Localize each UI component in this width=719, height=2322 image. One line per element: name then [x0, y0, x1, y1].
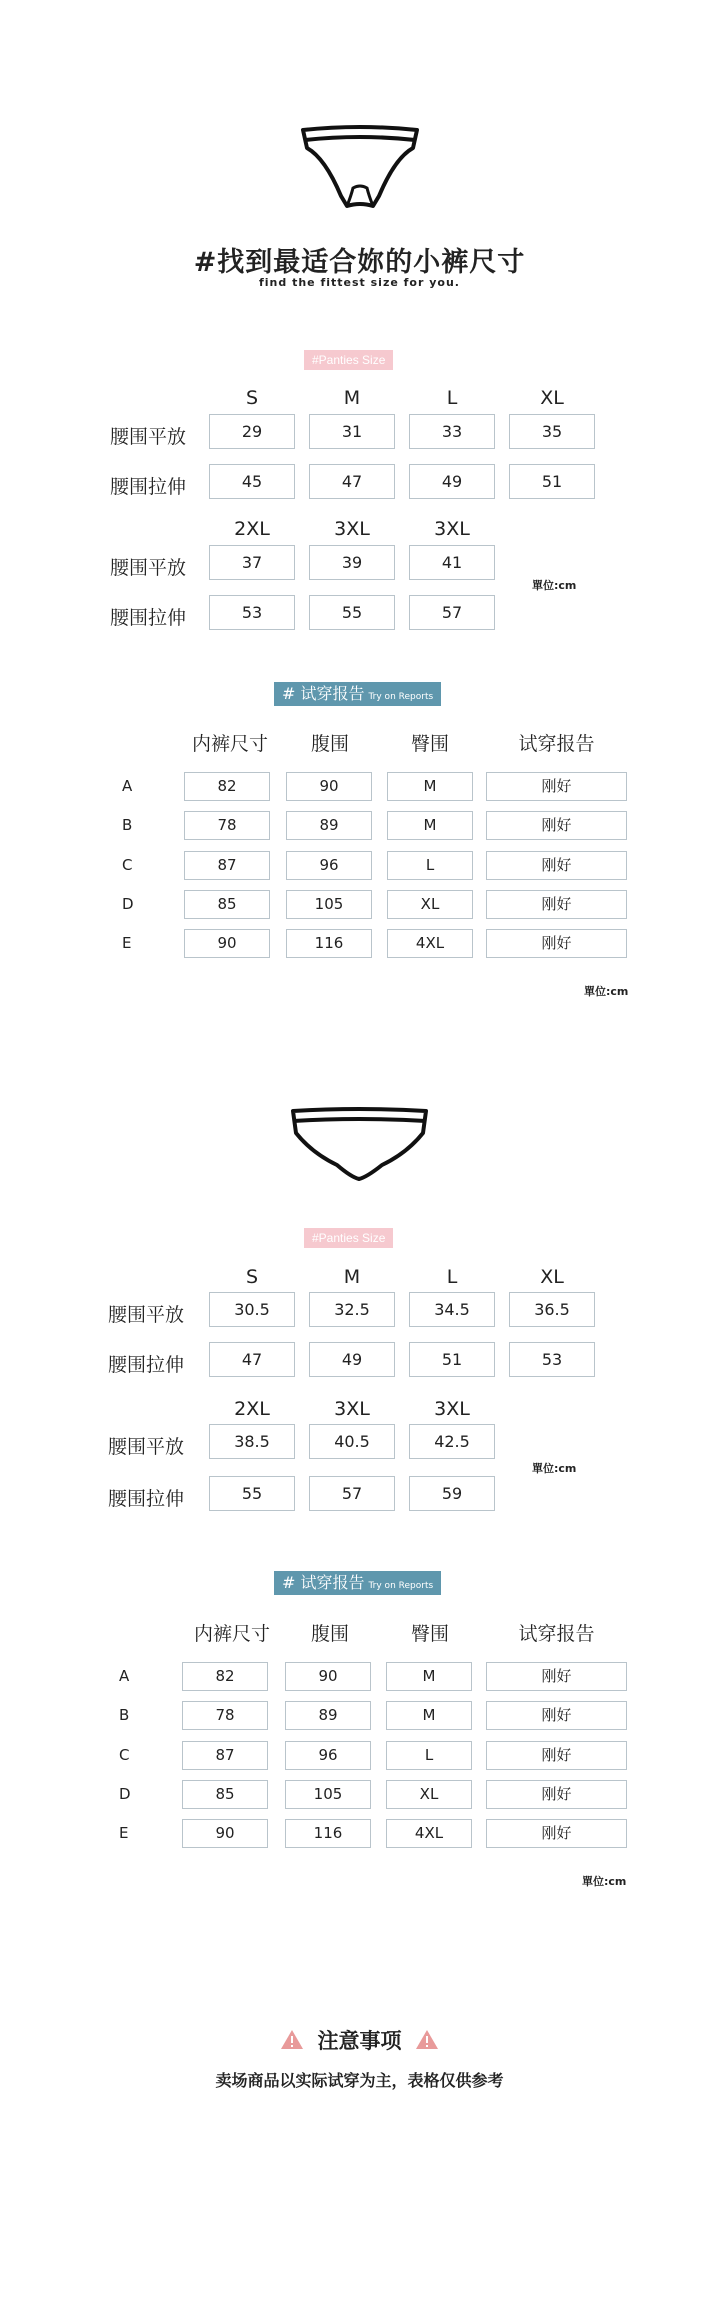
panties-size-tag: #Panties Size — [304, 1228, 393, 1248]
value-cell: XL — [387, 890, 473, 919]
warning-icon — [415, 2029, 439, 2055]
header-belly: 腹围 — [310, 733, 349, 755]
value-cell: 116 — [285, 1819, 371, 1848]
value-cell: 55 — [309, 595, 395, 630]
value-cell: M — [386, 1662, 472, 1691]
header-result: 试穿报告 — [518, 1623, 595, 1645]
row-id: D — [122, 895, 134, 913]
value-cell: 34.5 — [409, 1292, 495, 1327]
try-on-report-subtitle: Try on Reports — [368, 692, 434, 702]
value-cell: 55 — [209, 1476, 295, 1511]
value-cell: 85 — [184, 890, 270, 919]
value-cell: L — [386, 1741, 472, 1770]
row-id: B — [119, 1706, 130, 1724]
value-cell: 87 — [184, 851, 270, 880]
value-cell: 41 — [409, 545, 495, 580]
row-label-flat: 腰围平放 — [110, 557, 187, 579]
row-id: E — [122, 934, 132, 952]
value-cell: 53 — [509, 1342, 595, 1377]
value-cell: 刚好 — [486, 772, 627, 801]
row-label-stretch: 腰围拉伸 — [110, 607, 187, 629]
value-cell: 刚好 — [486, 1662, 627, 1691]
try-on-report-subtitle: Try on Reports — [368, 1581, 434, 1591]
value-cell: 39 — [309, 545, 395, 580]
row-label-flat: 腰围平放 — [110, 426, 187, 448]
value-cell: 45 — [209, 464, 295, 499]
value-cell: 57 — [409, 595, 495, 630]
header-panty-size: 内裤尺寸 — [191, 733, 268, 755]
size-head-l: L — [446, 1266, 458, 1288]
row-label-flat: 腰围平放 — [108, 1436, 185, 1458]
value-cell: 82 — [184, 772, 270, 801]
size-head-3xl-b: 3XL — [434, 518, 470, 540]
row-label-stretch: 腰围拉伸 — [108, 1488, 185, 1510]
size-head-l: L — [446, 387, 458, 409]
page-subtitle: find the fittest size for you. — [259, 276, 460, 289]
header-hip: 臀围 — [410, 733, 449, 755]
value-cell: 90 — [182, 1819, 268, 1848]
try-on-report-tag — [274, 1571, 441, 1595]
header-belly: 腹围 — [310, 1623, 349, 1645]
value-cell: 105 — [285, 1780, 371, 1809]
value-cell: 57 — [309, 1476, 395, 1511]
value-cell: 35 — [509, 414, 595, 449]
value-cell: L — [387, 851, 473, 880]
row-id: A — [119, 1667, 130, 1685]
size-head-2xl: 2XL — [234, 518, 270, 540]
value-cell: 刚好 — [486, 890, 627, 919]
unit-label: 單位:cm — [532, 579, 577, 592]
value-cell: 59 — [409, 1476, 495, 1511]
unit-label: 單位:cm — [582, 1875, 627, 1888]
warning-icon — [280, 2029, 304, 2055]
value-cell: 78 — [182, 1701, 268, 1730]
value-cell: XL — [386, 1780, 472, 1809]
value-cell: 40.5 — [309, 1424, 395, 1459]
value-cell: 105 — [286, 890, 372, 919]
value-cell: 49 — [309, 1342, 395, 1377]
value-cell: 刚好 — [486, 1819, 627, 1848]
value-cell: M — [387, 811, 473, 840]
value-cell: 90 — [184, 929, 270, 958]
unit-label: 單位:cm — [584, 985, 629, 998]
row-id: A — [122, 777, 133, 795]
value-cell: 51 — [509, 464, 595, 499]
try-on-report-tag — [274, 682, 441, 706]
value-cell: 刚好 — [486, 811, 627, 840]
value-cell: 89 — [286, 811, 372, 840]
value-cell: 96 — [286, 851, 372, 880]
value-cell: 32.5 — [309, 1292, 395, 1327]
value-cell: 刚好 — [486, 929, 627, 958]
header-panty-size: 内裤尺寸 — [193, 1623, 270, 1645]
value-cell: 53 — [209, 595, 295, 630]
value-cell: 42.5 — [409, 1424, 495, 1459]
size-head-s: S — [245, 1266, 259, 1288]
value-cell: 78 — [184, 811, 270, 840]
value-cell: M — [386, 1701, 472, 1730]
value-cell: 96 — [285, 1741, 371, 1770]
value-cell: 31 — [309, 414, 395, 449]
row-label-stretch: 腰围拉伸 — [108, 1354, 185, 1376]
value-cell: M — [387, 772, 473, 801]
row-id: B — [122, 816, 133, 834]
size-head-3xl-b: 3XL — [434, 1398, 470, 1420]
size-head-3xl: 3XL — [334, 1398, 370, 1420]
value-cell: 4XL — [387, 929, 473, 958]
value-cell: 刚好 — [486, 1741, 627, 1770]
value-cell: 30.5 — [209, 1292, 295, 1327]
header-hip: 臀围 — [410, 1623, 449, 1645]
value-cell: 51 — [409, 1342, 495, 1377]
value-cell: 38.5 — [209, 1424, 295, 1459]
notice-title: 注意事项 — [317, 2029, 402, 2053]
value-cell: 82 — [182, 1662, 268, 1691]
value-cell: 90 — [286, 772, 372, 801]
size-head-2xl: 2XL — [234, 1398, 270, 1420]
size-head-m: M — [343, 387, 361, 409]
size-head-xl: XL — [540, 387, 564, 409]
size-head-m: M — [343, 1266, 361, 1288]
value-cell: 36.5 — [509, 1292, 595, 1327]
notice-text: 卖场商品以实际试穿为主，表格仅供参考 — [215, 2071, 504, 2090]
value-cell: 4XL — [386, 1819, 472, 1848]
size-head-xl: XL — [540, 1266, 564, 1288]
header-result: 试穿报告 — [518, 733, 595, 755]
value-cell: 刚好 — [486, 1701, 627, 1730]
hipster-panties-icon — [287, 1103, 432, 1183]
value-cell: 49 — [409, 464, 495, 499]
brief-panties-icon — [295, 118, 425, 213]
value-cell: 85 — [182, 1780, 268, 1809]
value-cell: 刚好 — [486, 1780, 627, 1809]
row-label-stretch: 腰围拉伸 — [110, 476, 187, 498]
value-cell: 47 — [209, 1342, 295, 1377]
row-id: E — [119, 1824, 129, 1842]
value-cell: 47 — [309, 464, 395, 499]
value-cell: 37 — [209, 545, 295, 580]
try-on-report-title: # 试穿报告 — [282, 684, 365, 703]
value-cell: 90 — [285, 1662, 371, 1691]
row-label-flat: 腰围平放 — [108, 1304, 185, 1326]
value-cell: 116 — [286, 929, 372, 958]
size-head-s: S — [245, 387, 259, 409]
row-id: C — [122, 856, 133, 874]
value-cell: 89 — [285, 1701, 371, 1730]
row-id: D — [119, 1785, 131, 1803]
page-title: #找到最适合妳的小裤尺寸 — [193, 247, 526, 278]
value-cell: 29 — [209, 414, 295, 449]
row-id: C — [119, 1746, 130, 1764]
notice-title-row — [0, 2025, 719, 2055]
try-on-report-title: # 试穿报告 — [282, 1573, 365, 1592]
panties-size-tag: #Panties Size — [304, 350, 393, 370]
value-cell: 刚好 — [486, 851, 627, 880]
size-head-3xl: 3XL — [334, 518, 370, 540]
value-cell: 33 — [409, 414, 495, 449]
unit-label: 單位:cm — [532, 1462, 577, 1475]
value-cell: 87 — [182, 1741, 268, 1770]
